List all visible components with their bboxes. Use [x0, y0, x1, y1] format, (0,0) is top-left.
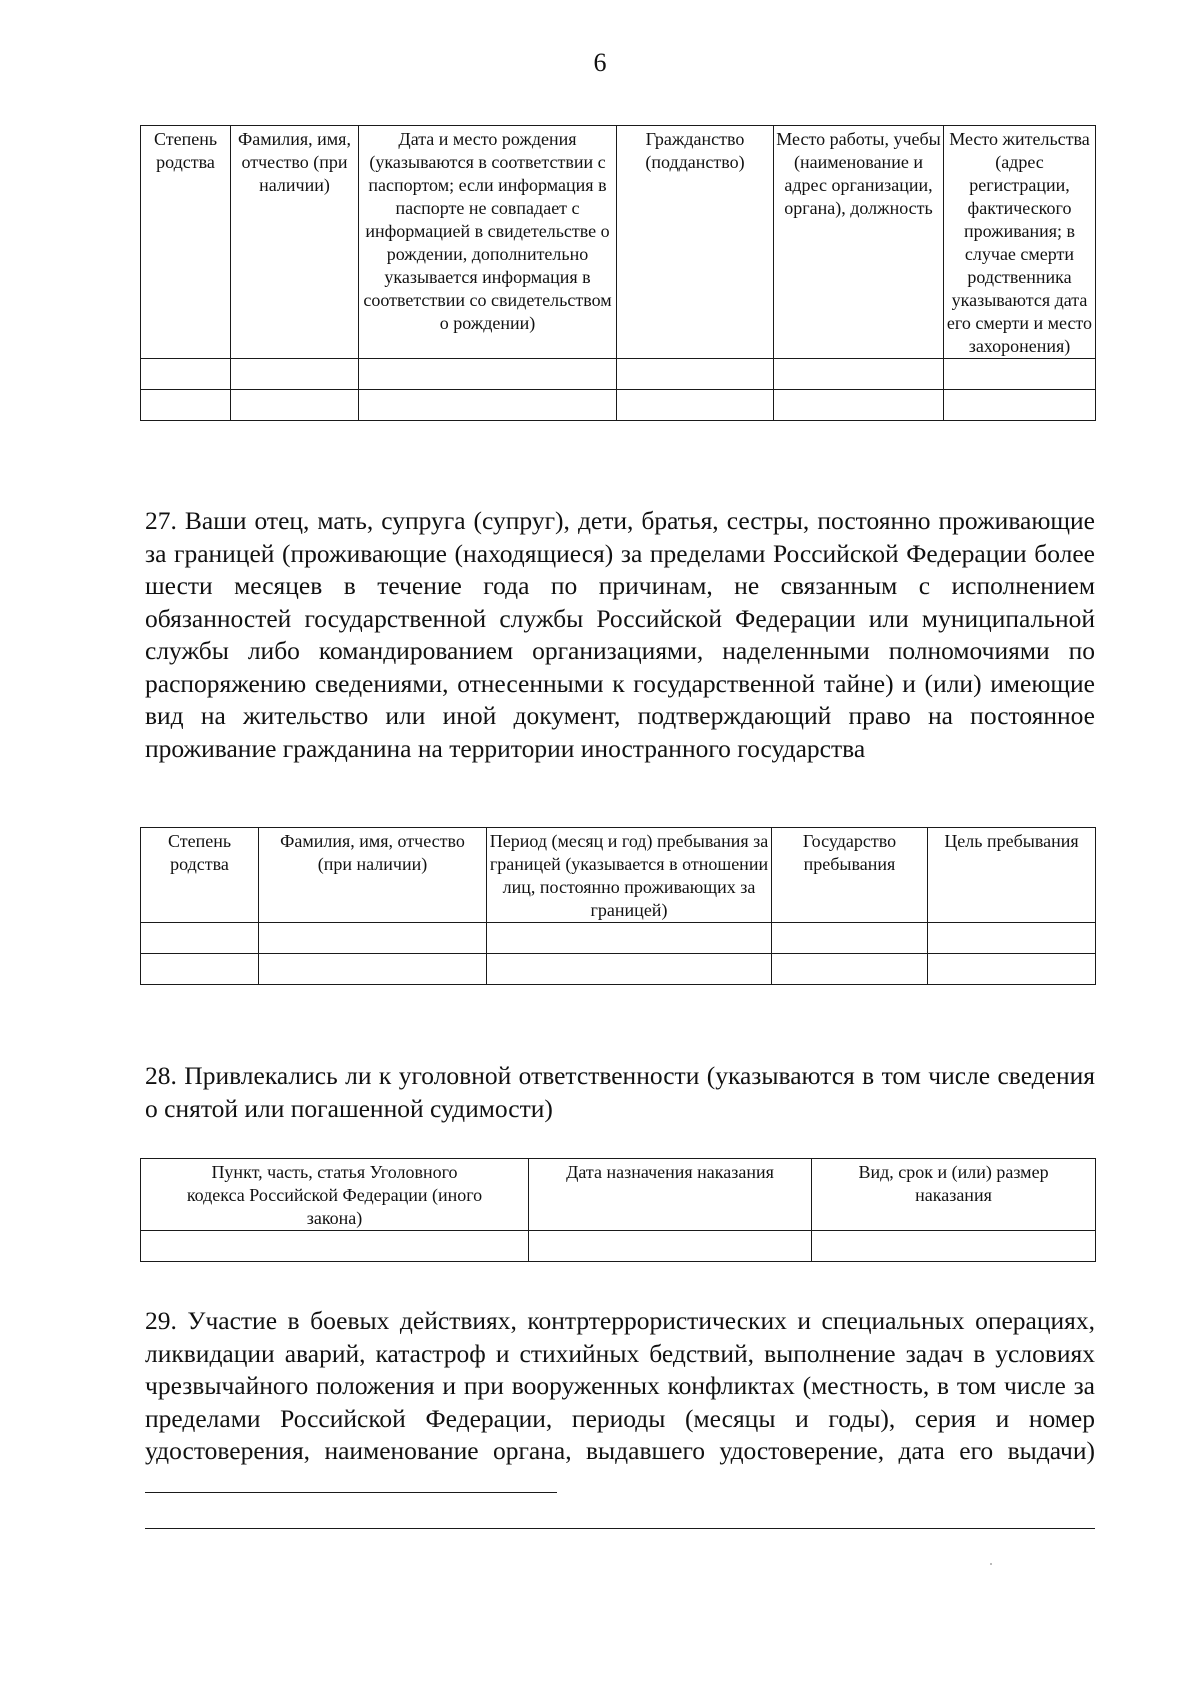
table-cell[interactable] [617, 359, 774, 390]
table-cell[interactable] [359, 390, 617, 421]
header-cell-workplace: Место работы, учебы (наименование и адрес организации, органа), должность [774, 126, 944, 359]
section-27-text: 27. Ваши отец, мать, супруга (супруг), дети, братья, сестры, постоянно проживающие за границей (проживающие (находящиеся) за пределами Российской Федерации более шести месяцев в течение года по причинам, не связанным с исполнением обязанностей государственной службы Российской Федерации или муниципальной службы либо командированием организациями, наделенными полномочиями по распоряжению сведениями, отнесенными к государственной тайне) и (или) имеющие вид на жительство или иной документ, подтверждающий право на постоянное проживание гражданина на территории иностранного государства [145, 506, 1095, 763]
criminal-liability-table [140, 1158, 1096, 1262]
scan-speck [990, 1563, 992, 1565]
table-cell[interactable] [141, 923, 259, 954]
header-cell-full-name: Фамилия, имя, отчество (при наличии) [231, 126, 359, 359]
table-cell[interactable] [928, 923, 1096, 954]
header-cell-criminal-article: Пункт, часть, статья Уголовного кодекса Российской Федерации (иного закона) [141, 1159, 529, 1231]
table-cell[interactable] [944, 359, 1096, 390]
table-cell[interactable] [259, 923, 487, 954]
table-cell[interactable] [487, 923, 772, 954]
header-cell-relation: Степень родства [141, 126, 231, 359]
answer-line-extra[interactable] [145, 1528, 1095, 1529]
relatives-abroad-table [140, 827, 1096, 985]
table-cell[interactable] [772, 954, 928, 985]
table-cell[interactable] [812, 1231, 1096, 1262]
section-29-text [145, 1305, 1095, 1501]
header-cell-sentence-type: Вид, срок и (или) размер наказания [812, 1159, 1096, 1231]
table-header-row [141, 126, 1096, 359]
table-cell[interactable] [259, 954, 487, 985]
header-cell-country: Государство пребывания [772, 828, 928, 923]
table-cell[interactable] [231, 390, 359, 421]
table-header-row [141, 828, 1096, 923]
table-header-row [141, 1159, 1096, 1231]
header-cell-period-abroad: Период (месяц и год) пребывания за границей (указывается в отношении лиц, постоянно проживающих за границей) [487, 828, 772, 923]
table-cell[interactable] [141, 1231, 529, 1262]
table-cell[interactable] [774, 390, 944, 421]
table-row [141, 923, 1096, 954]
table-cell[interactable] [141, 390, 231, 421]
table-cell[interactable] [774, 359, 944, 390]
table-cell[interactable] [617, 390, 774, 421]
section-29-label: 29. Участие в боевых действиях, контртеррористических и специальных операциях, ликвидации аварий, катастроф и стихийных бедствий, выполнение задач в условиях чрезвычайного положения и при вооруженных конфликтах (местность, в том числе за пределами Российской Федерации, периоды (месяцы и годы), серия и номер удостоверения, наименование органа, выдавшего удостоверение, дата его выдачи) [145, 1306, 1095, 1465]
header-cell-relation: Степень родства [141, 828, 259, 923]
table-cell[interactable] [928, 954, 1096, 985]
table-row [141, 1231, 1096, 1262]
table-row [141, 390, 1096, 421]
table-cell[interactable] [487, 954, 772, 985]
table-cell[interactable] [772, 923, 928, 954]
header-cell-birth-date-place: Дата и место рождения (указываются в соответствии с паспортом; если информация в паспорте не совпадает с информацией в свидетельстве о рождении, дополнительно указывается информация в соответствии со свидетельством о рождении) [359, 126, 617, 359]
table-cell[interactable] [359, 359, 617, 390]
header-cell-residence: Место жительства (адрес регистрации, фактического проживания; в случае смерти родственника указываются дата его смерти и место захоронения) [944, 126, 1096, 359]
table-cell[interactable] [141, 359, 231, 390]
table-cell[interactable] [529, 1231, 812, 1262]
section-28-text: 28. Привлекались ли к уголовной ответственности (указываются в том числе сведения о снятой или погашенной судимости) [145, 1061, 1095, 1123]
page-number: 6 [593, 48, 607, 77]
header-cell-sentence-date: Дата назначения наказания [529, 1159, 812, 1231]
header-cell-purpose: Цель пребывания [928, 828, 1096, 923]
relatives-table [140, 125, 1096, 421]
table-cell[interactable] [231, 359, 359, 390]
table-row [141, 359, 1096, 390]
table-row [141, 954, 1096, 985]
table-cell[interactable] [141, 954, 259, 985]
header-cell-full-name: Фамилия, имя, отчество (при наличии) [259, 828, 487, 923]
table-cell[interactable] [944, 390, 1096, 421]
answer-line[interactable] [145, 1468, 557, 1493]
header-cell-citizenship: Гражданство (подданство) [617, 126, 774, 359]
